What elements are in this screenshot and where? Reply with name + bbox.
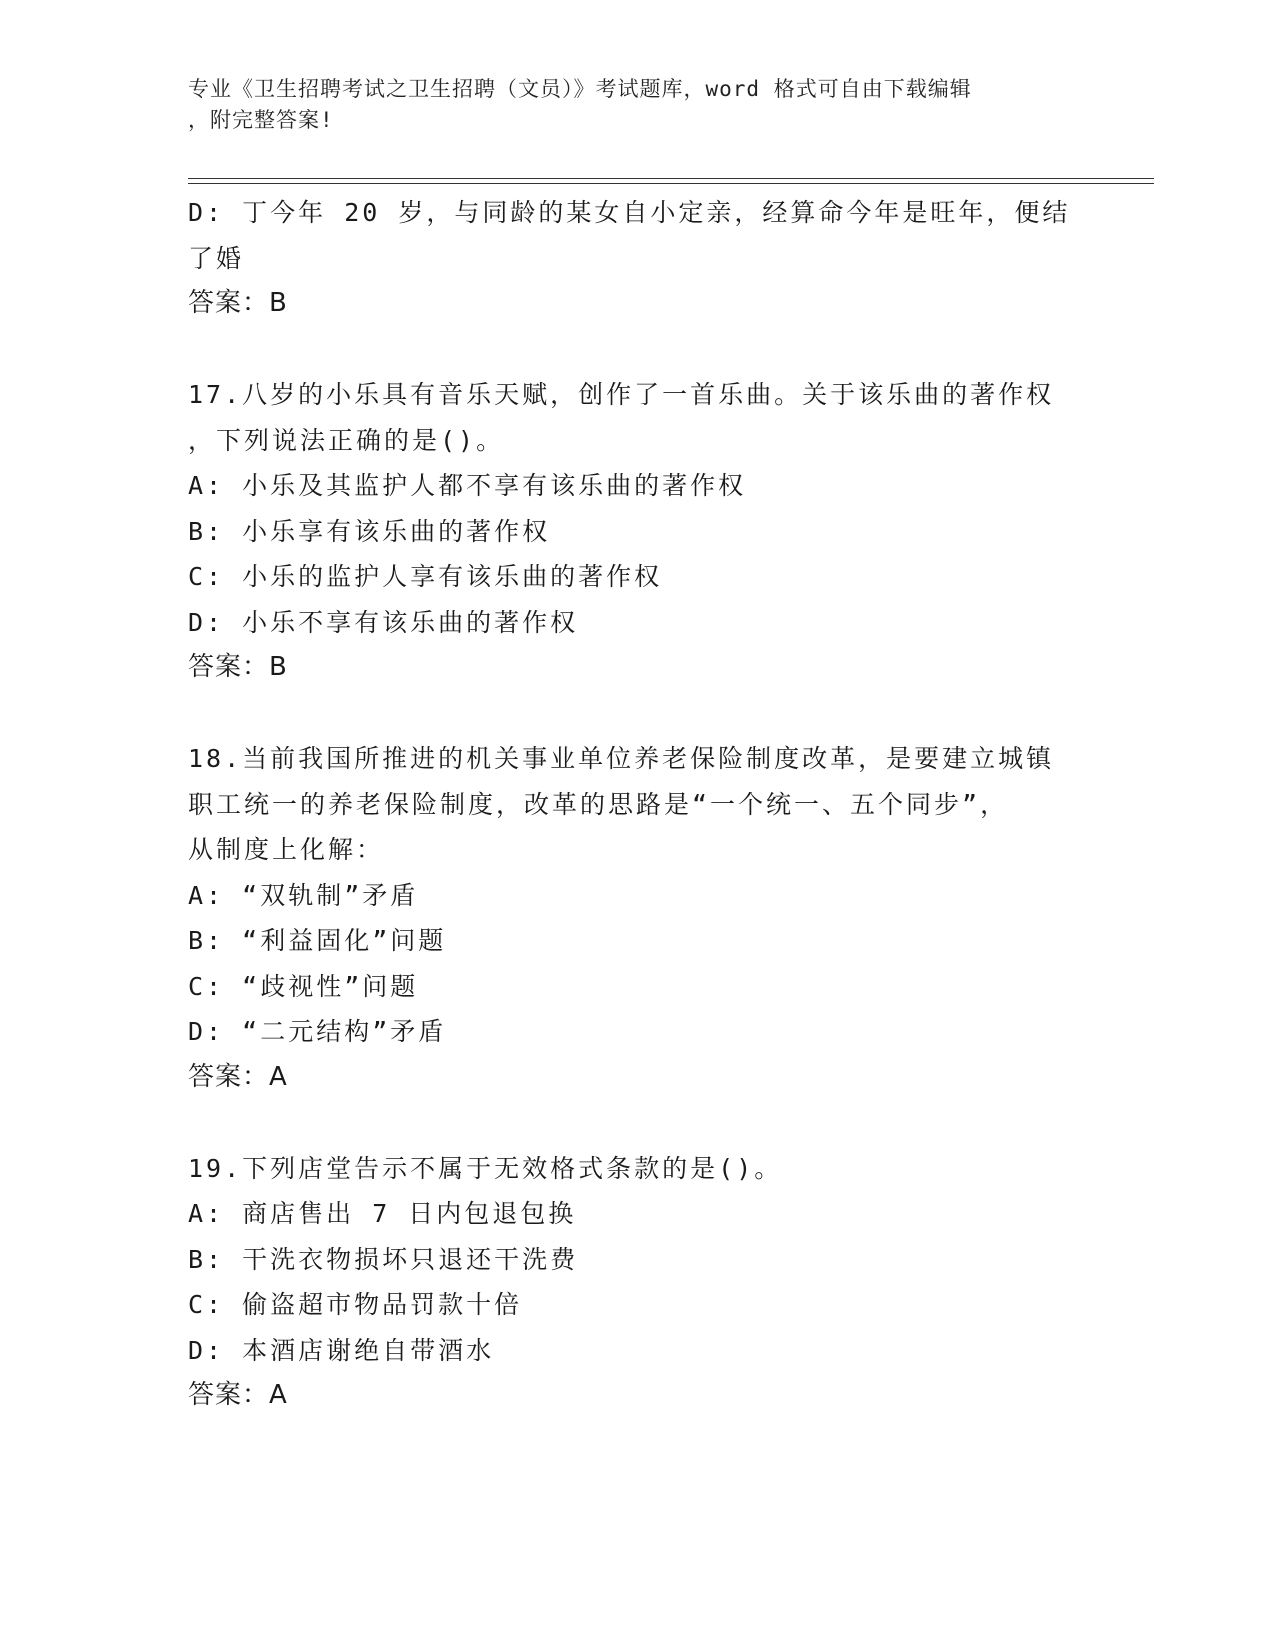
page-header	[188, 74, 1068, 136]
option-c: C: 偷盗超市物品罚款十倍	[188, 1290, 523, 1319]
question-17	[188, 372, 1068, 691]
option-d: D: 丁今年 20 岁，与同龄的某女自小定亲，经算命今年是旺年，便结	[188, 198, 1071, 227]
answer: 答案：A	[188, 1061, 288, 1092]
header-line-2: ，附完整答案!	[188, 108, 334, 132]
option-a: A: 商店售出 7 日内包退包换	[188, 1199, 577, 1228]
option-c: C: 小乐的监护人享有该乐曲的著作权	[188, 562, 663, 591]
option-d: D: 本酒店谢绝自带酒水	[188, 1335, 495, 1365]
option-a: A: 小乐及其监护人都不享有该乐曲的著作权	[188, 471, 747, 500]
answer: 答案：B	[188, 288, 288, 318]
option-d-continued: 了婚	[188, 243, 245, 273]
question-stem: 19.下列店堂告示不属于无效格式条款的是()。	[188, 1153, 783, 1183]
answer: 答案：A	[188, 1380, 288, 1410]
option-d: D: “二元结构”矛盾	[188, 1017, 447, 1046]
header-line-1: 专业《卫生招聘考试之卫生招聘（文员）》考试题库，word 格式可自由下载编辑	[188, 77, 972, 101]
option-b: B: “利益固化”问题	[188, 926, 447, 955]
option-c: C: “歧视性”问题	[188, 971, 419, 1001]
question-16-tail	[188, 190, 1071, 327]
option-a: A: “双轨制”矛盾	[188, 880, 419, 910]
answer: 答案：B	[188, 652, 288, 682]
header-rule-top	[188, 178, 1154, 179]
question-stem: 17.八岁的小乐具有音乐天赋，创作了一首乐曲。关于该乐曲的著作权	[188, 380, 1055, 409]
option-b: B: 干洗衣物损坏只退还干洗费	[188, 1244, 579, 1274]
question-stem-continued: ，下列说法正确的是()。	[188, 425, 505, 455]
question-19	[188, 1146, 1068, 1419]
spacer	[188, 1100, 1068, 1146]
question-18	[188, 736, 1068, 1100]
document-body	[188, 190, 1071, 1419]
option-d: D: 小乐不享有该乐曲的著作权	[188, 607, 579, 637]
question-stem-continued: 职工统一的养老保险制度，改革的思路是“一个统一、五个同步”，	[188, 789, 1009, 819]
question-stem: 18.当前我国所推进的机关事业单位养老保险制度改革，是要建立城镇	[188, 744, 1055, 773]
question-stem-continued: 从制度上化解：	[188, 835, 385, 864]
option-b: B: 小乐享有该乐曲的著作权	[188, 516, 551, 546]
spacer	[188, 327, 1068, 373]
spacer	[188, 691, 1068, 737]
header-rule-bottom	[188, 183, 1154, 184]
